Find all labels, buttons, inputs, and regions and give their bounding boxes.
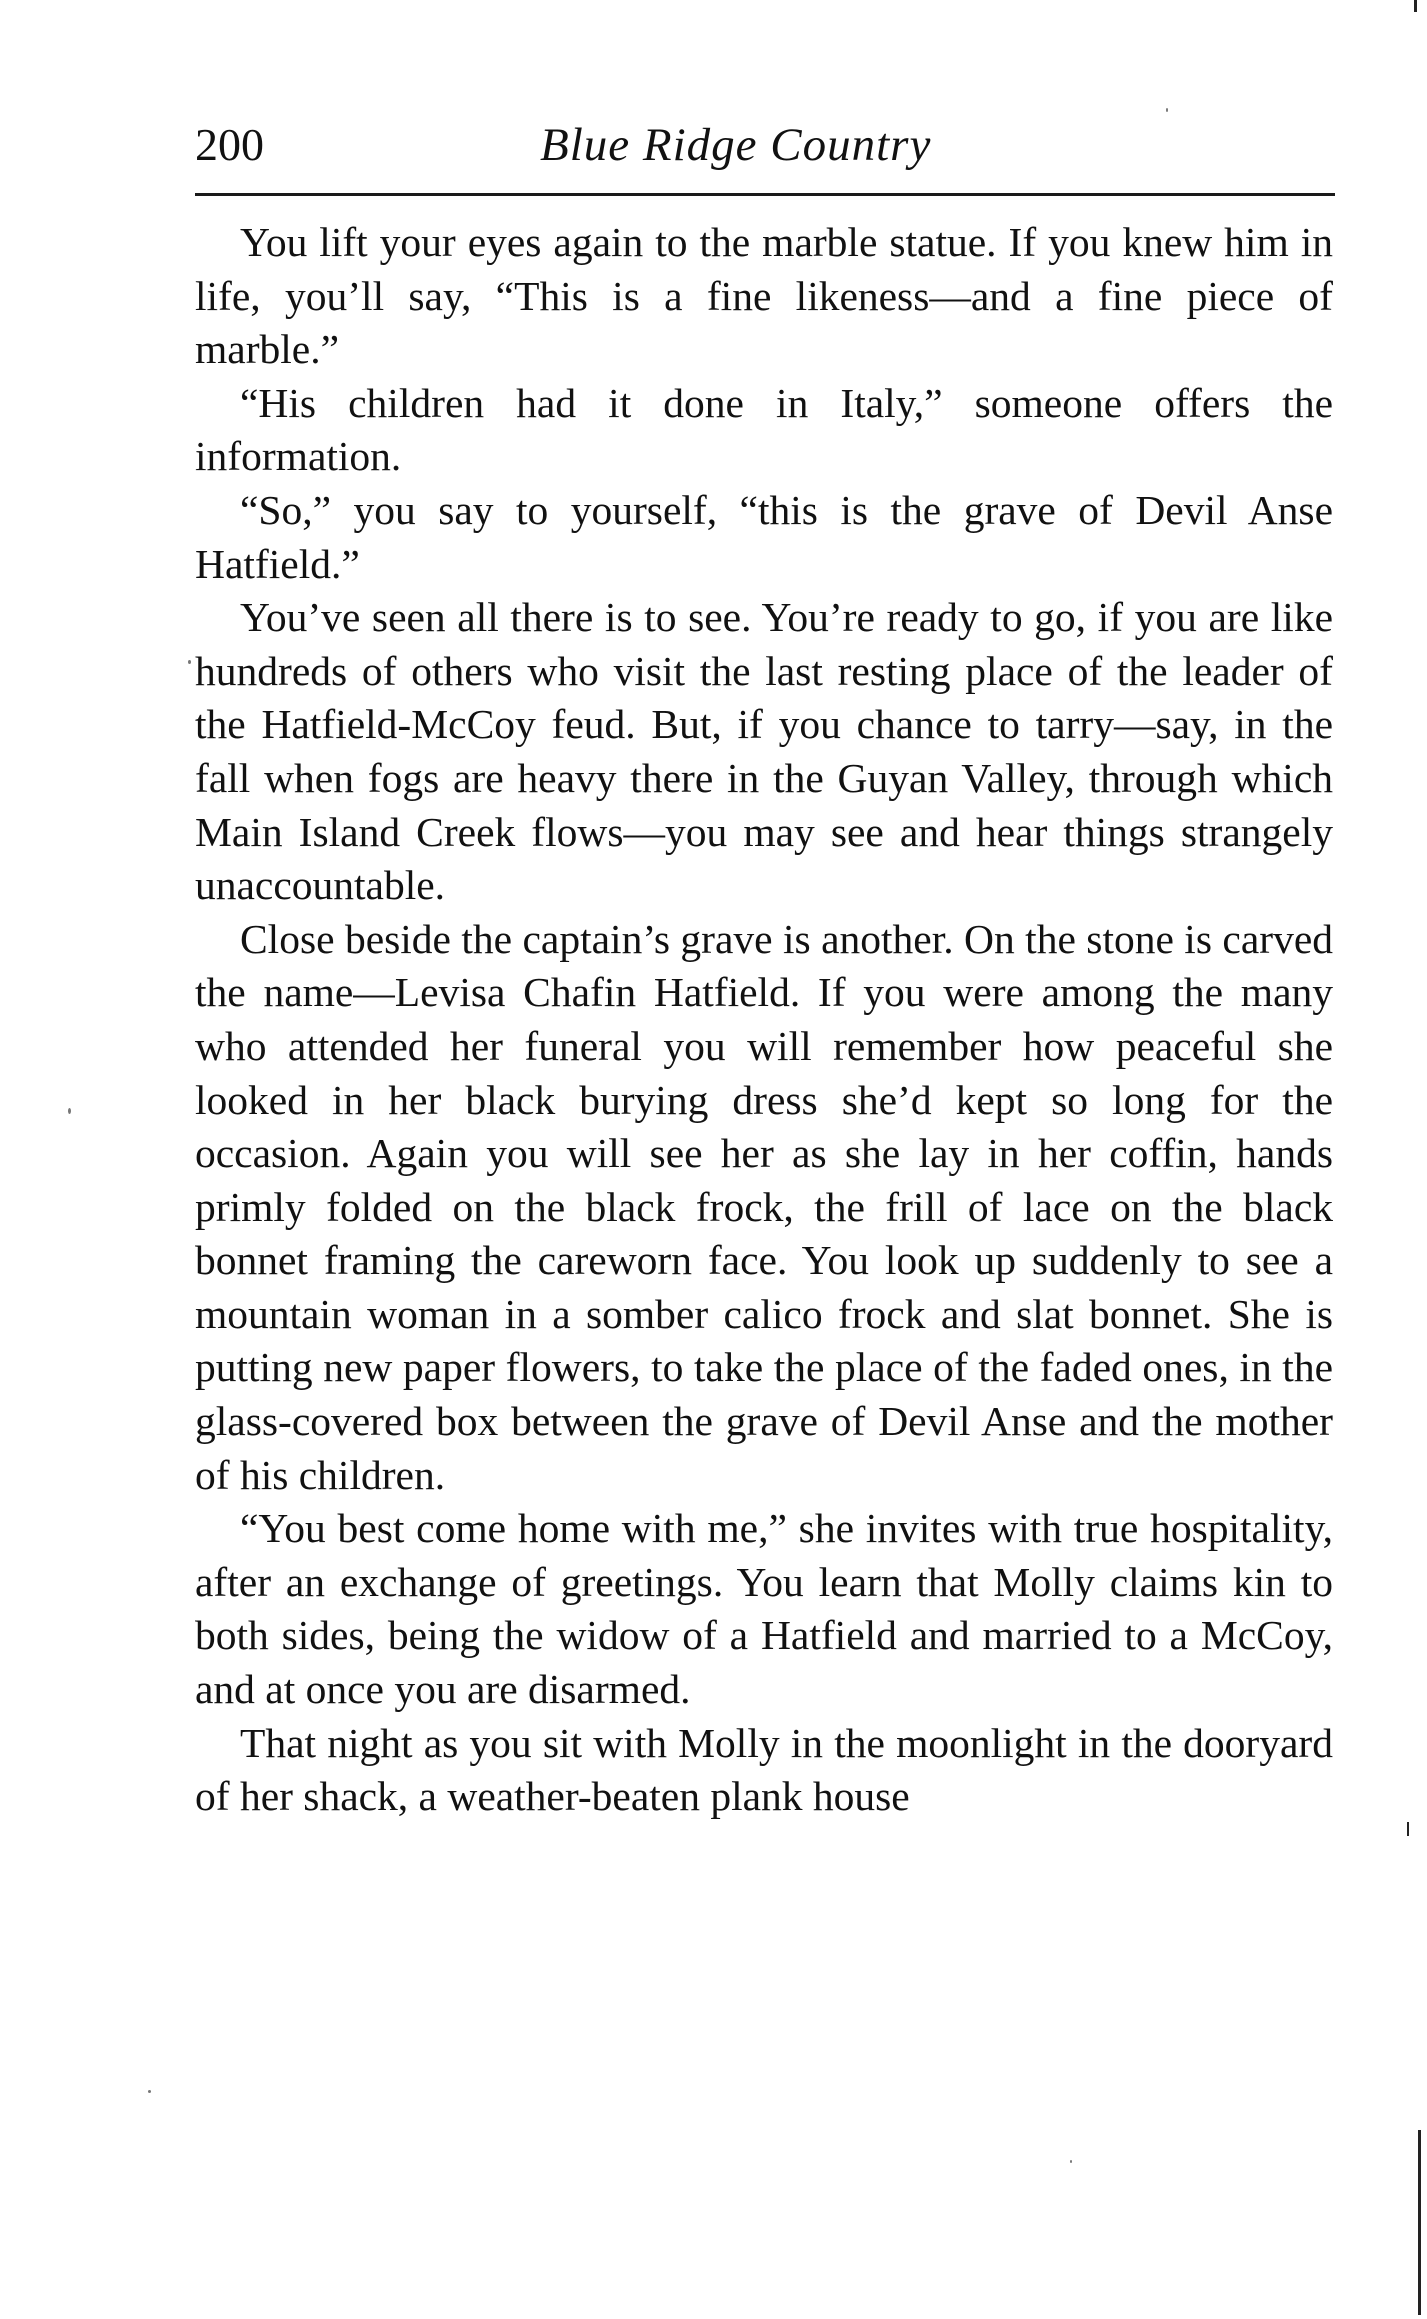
paragraph: You lift your eyes again to the marble statue. If you knew him in life, you’ll say, “This is a fine likeness—and a fine piece of marble.” xyxy=(195,219,1333,373)
paragraph: “So,” you say to yourself, “this is the grave of Devil Anse Hatfield.” xyxy=(195,486,1333,587)
scan-speck xyxy=(1070,2160,1072,2163)
page-number: 200 xyxy=(195,119,264,170)
running-title: Blue Ridge Country xyxy=(540,119,932,171)
paragraph: Close beside the captain’s grave is another. On the stone is carved the name—Levisa Chafin Hatfield. If you were among the many who attended her funeral you will remember how peaceful she looked in her black burying dress she’d kept so long for the occasion. Again you will see her as she lay in her coffin, hands primly folded on the black frock, the frill of lace on the black bonnet framing the careworn face. You look up suddenly to see a mountain woman in a somber calico frock and slat bonnet. She is putting new paper flowers, to take the place of the faded ones, in the glass-covered box between the grave of Devil Anse and the mother of his children. xyxy=(195,915,1333,1498)
paragraph: “His children had it done in Italy,” someone offers the information. xyxy=(195,379,1333,480)
scan-edge-mark xyxy=(1414,0,1417,12)
scan-speck xyxy=(1166,108,1168,112)
paragraph: That night as you sit with Molly in the moonlight in the dooryard of her shack, a weather-beaten plank house xyxy=(195,1719,1333,1820)
scan-edge-mark xyxy=(1418,2130,1421,2315)
paragraph: You’ve seen all there is to see. You’re ready to go, if you are like hundreds of others who visit the last resting place of the leader of the Hatfield-McCoy feud. But, if you chance to tarry—say, in the fall when fogs are heavy there in the Guyan Valley, through which Main Island Creek flows—you may see and hear things strangely unaccountable. xyxy=(195,594,1333,909)
header-rule xyxy=(195,193,1335,196)
body-text xyxy=(195,216,1333,1824)
scan-speck xyxy=(68,1108,71,1114)
scan-speck xyxy=(148,2090,151,2093)
paragraph: “You best come home with me,” she invites with true hospitality, after an exchange of greetings. You learn that Molly claims kin to both sides, being the widow of a Hatfield and married to a McCoy, and at once you are disarmed. xyxy=(195,1505,1333,1713)
scan-edge-mark xyxy=(1407,1822,1409,1836)
scan-speck xyxy=(188,660,191,664)
page-header xyxy=(195,110,1335,180)
